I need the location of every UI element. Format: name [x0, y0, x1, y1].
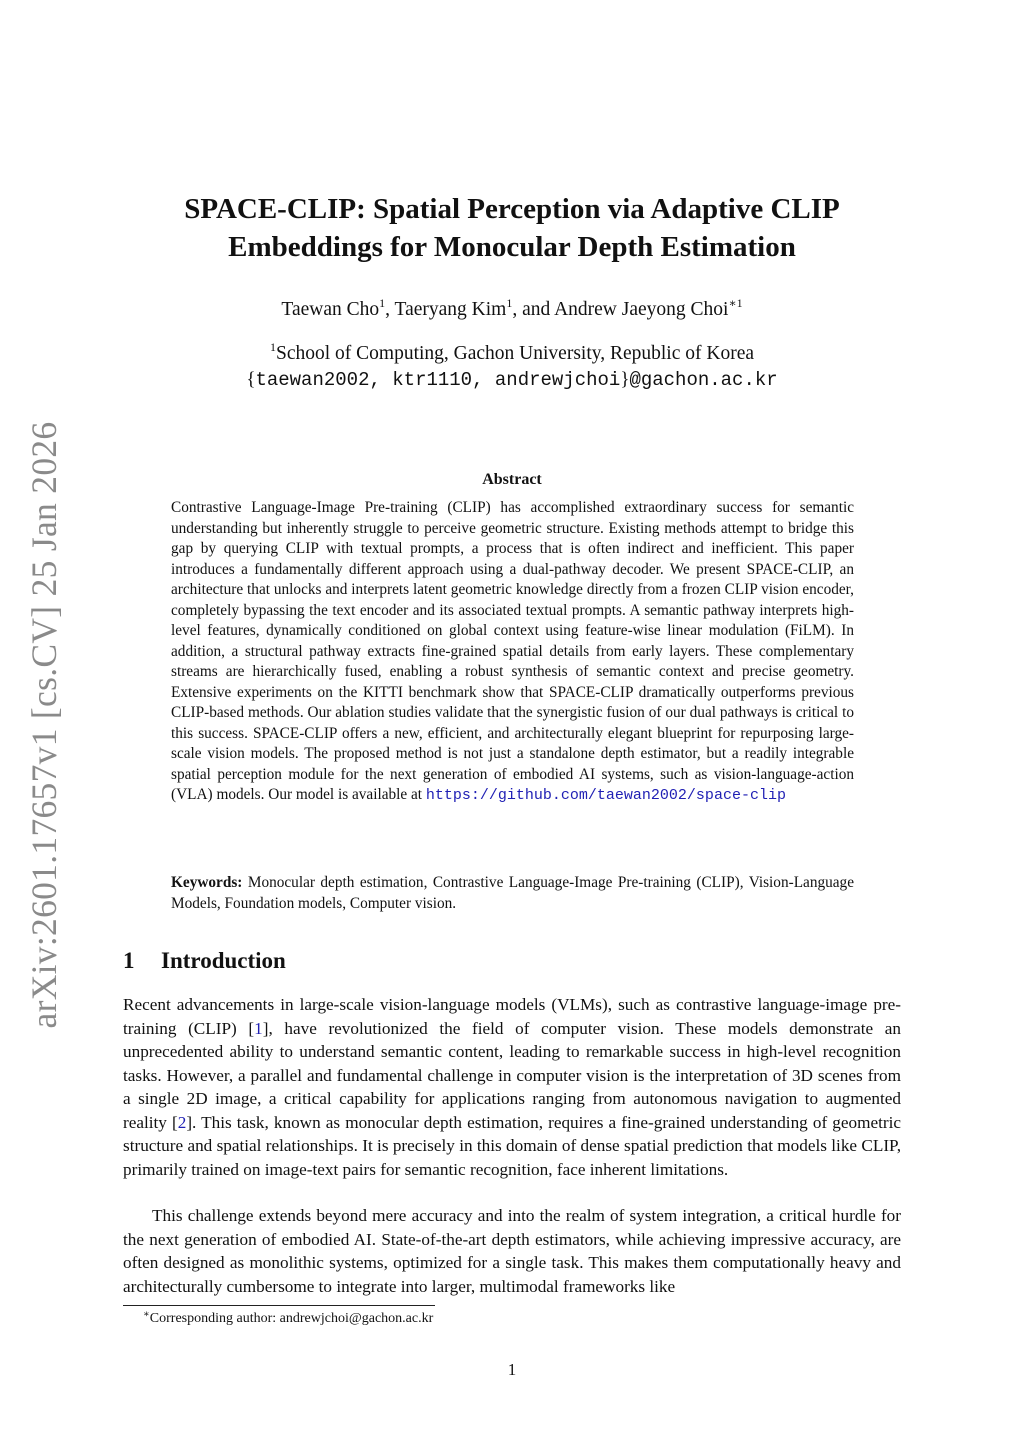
- footnote-text: Corresponding author: andrewjchoi@gachon.ac.kr: [149, 1311, 434, 1326]
- paragraph-text: ]. This task, known as monocular depth estimation, requires a fine-grained understanding of geometric structure and spatial relationships. It is precisely in this domain of dense spatial prediction that models like CLIP, primarily trained on image-text pairs for semantic recognition, face inherent limitations.: [123, 1112, 901, 1179]
- keywords-label: Keywords:: [171, 874, 243, 891]
- author-name: Taewan Cho: [281, 299, 380, 320]
- citation-link[interactable]: 1: [254, 1018, 263, 1038]
- title-line-2: Embeddings for Monocular Depth Estimation: [228, 231, 796, 263]
- email-usernames: taewan2002, ktr1110, andrewjchoi: [255, 369, 621, 391]
- affiliation: [120, 341, 904, 367]
- page-number: 1: [507, 1360, 517, 1379]
- email-brace-open: {: [246, 369, 256, 390]
- author-emails: [120, 367, 904, 393]
- keywords-text: Monocular depth estimation, Contrastive Language-Image Pre-training (CLIP), Vision-Language Models, Foundation models, Computer vision.: [171, 874, 854, 912]
- footnote-mark: ∗: [143, 1309, 150, 1320]
- keywords: [171, 873, 854, 914]
- abstract-body: [171, 498, 854, 807]
- footnote: [143, 1309, 433, 1329]
- paragraph-text: Recent advancements in large-scale vision-language models (VLMs), such as contrastive language-image pre-training (CLIP) [: [123, 995, 901, 1038]
- author-name: Taeryang Kim: [394, 299, 507, 320]
- abstract-text: Contrastive Language-Image Pre-training (CLIP) has accomplished extraordinary success for semantic understanding but inherently struggle to perceive geometric structure. Existing methods attempt to bridge this gap by querying CLIP with textual prompts, a process that is often indirect and inefficient. This paper introduces a fundamentally different approach using a dual-pathway decoder. We present SPACE-CLIP, an architecture that unlocks and interprets latent geometric knowledge directly from a frozen CLIP vision encoder, completely bypassing the text encoder and its associated textual prompts. A semantic pathway interprets high-level features, dynamically conditioned on global context using feature-wise linear modulation (FiLM). In addition, a structural pathway extracts fine-grained spatial details from early layers. These complementary streams are hierarchically fused, enabling a robust synthesis of semantic context and precise geometry. Extensive experiments on the KITTI benchmark show that SPACE-CLIP dramatically outperforms previous CLIP-based methods. Our ablation studies validate that the synergistic fusion of our dual pathways is critical to this success. SPACE-CLIP offers a new, efficient, and architecturally elegant blueprint for repurposing large-scale vision models. The proposed method is not just a standalone depth estimator, but a readily integrable spatial perception module for the next generation of embodied AI systems, such as vision-language-action (VLA) models. Our model is available at: [171, 499, 854, 803]
- intro-paragraph-1: [123, 993, 901, 1181]
- affiliation-text: School of Computing, Gachon University, Republic of Korea: [275, 343, 755, 364]
- email-domain: @gachon.ac.kr: [629, 369, 778, 391]
- affiliation-mark: 1: [269, 340, 276, 354]
- code-repository-link[interactable]: https://github.com/taewan2002/space-clip: [425, 787, 786, 804]
- author-separator: , and: [512, 299, 555, 320]
- author-list: [120, 296, 904, 324]
- abstract-heading: Abstract: [482, 471, 542, 488]
- paper-title: [120, 190, 904, 266]
- author-affil-mark: 1: [506, 296, 513, 310]
- section-number: 1: [123, 948, 135, 973]
- email-brace-close: }: [620, 369, 630, 390]
- arxiv-stamp-text: arXiv:2601.17657v1 [cs.CV] 25 Jan 2026: [24, 421, 64, 1029]
- author-name: Andrew Jaeyong Choi: [554, 299, 729, 320]
- author-separator: ,: [385, 299, 395, 320]
- author-affil-mark: ∗1: [728, 296, 743, 310]
- title-line-1: SPACE-CLIP: Spatial Perception via Adaptive CLIP: [184, 193, 840, 225]
- section-heading: [123, 946, 286, 976]
- section-title: Introduction: [161, 948, 286, 973]
- footnote-divider: [123, 1305, 435, 1306]
- author-affil-mark: 1: [379, 296, 386, 310]
- intro-paragraph-2: This challenge extends beyond mere accuracy and into the realm of system integration, a critical hurdle for the next generation of embodied AI. State-of-the-art depth estimators, while achieving impressive accuracy, are often designed as monolithic systems, optimized for a single task. This makes them computationally heavy and architecturally cumbersome to integrate into larger, multimodal frameworks like: [123, 1206, 901, 1296]
- citation-link[interactable]: 2: [177, 1112, 187, 1132]
- paragraph-text: ], have revolutionized the field of computer vision. These models demonstrate an unprecedented ability to understand semantic content, leading to remarkable success in high-level recognition tasks. However, a parallel and fundamental challenge in computer vision is the interpretation of 3D scenes from a single 2D image, a critical capability for applications ranging from autonomous navigation to augmented reality [: [123, 1018, 901, 1132]
